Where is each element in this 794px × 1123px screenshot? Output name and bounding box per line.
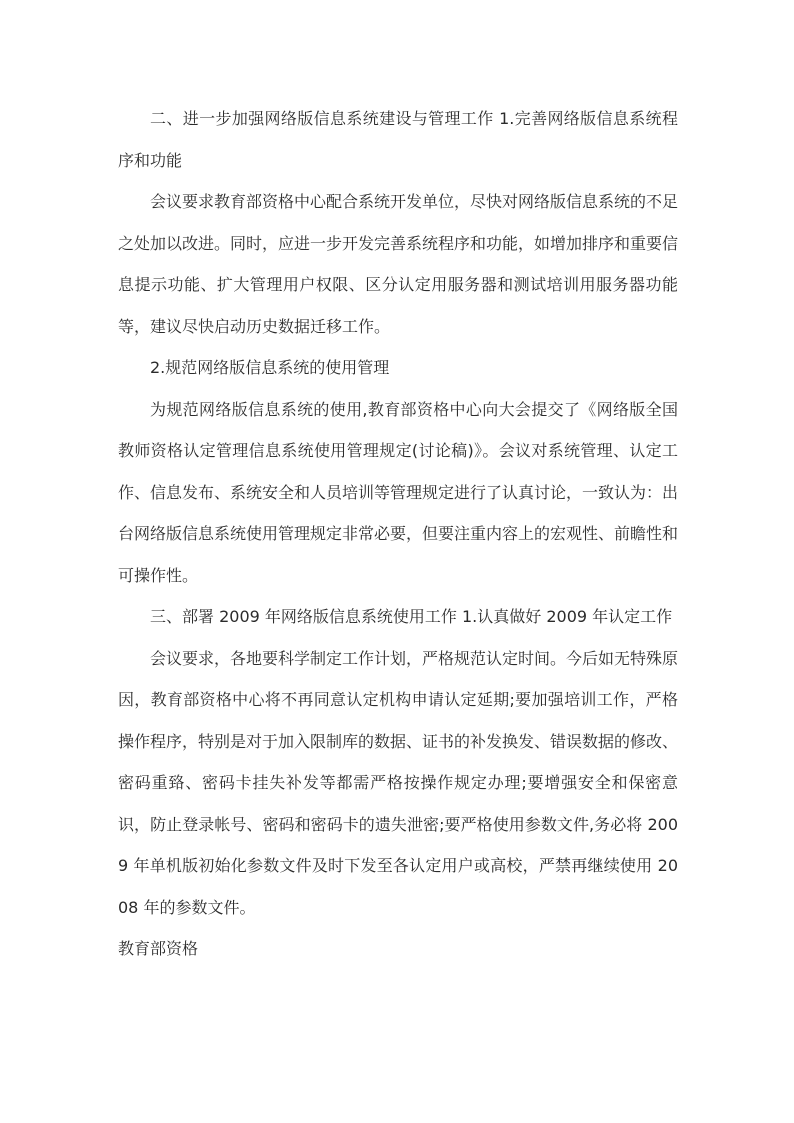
trailing-text: 教育部资格	[118, 939, 199, 958]
section-heading-2: 二、进一步加强网络版信息系统建设与管理工作 1.完善网络版信息系统程序和功能	[118, 109, 678, 170]
body-paragraph: 为规范网络版信息系统的使用,教育部资格中心向大会提交了《网络版全国教师资格认定管理信息系统使用管理规定(讨论稿)》。会议对系统管理、认定工作、信息发布、系统安全和人员培训等管理规定进行了认真讨论，一致认为：出台网络版信息系统使用管理规定非常必要，但要注重内容上的宏观性、前瞻性和可操作性。	[118, 399, 679, 585]
body-paragraph: 会议要求教育部资格中心配合系统开发单位，尽快对网络版信息系统的不足之处加以改进。同时，应进一步开发完善系统程序和功能，如增加排序和重要信息提示功能、扩大管理用户权限、区分认定用服务器和测试培训用服务器功能等，建议尽快启动历史数据迁移工作。	[118, 192, 679, 336]
subsection-heading: 2.规范网络版信息系统的使用管理	[150, 358, 390, 377]
document-body	[118, 98, 678, 970]
section-heading-3: 三、部署 2009 年网络版信息系统使用工作 1.认真做好 2009 年认定工作	[150, 607, 673, 626]
body-paragraph: 会议要求，各地要科学制定工作计划，严格规范认定时间。今后如无特殊原因，教育部资格中心将不再同意认定机构申请认定延期;要加强培训工作，严格操作程序，特别是对于加入限制库的数据、证书的补发换发、错误数据的修改、密码重臵、密码卡挂失补发等都需严格按操作规定办理;要增强安全和保密意识，防止登录帐号、密码和密码卡的遗失泄密;要严格使用参数文件,务必将 2009 年单机版初始化参数文件及时下发至各认定用户或高校，严禁再继续使用 2008 年的参数文件。	[118, 648, 679, 917]
